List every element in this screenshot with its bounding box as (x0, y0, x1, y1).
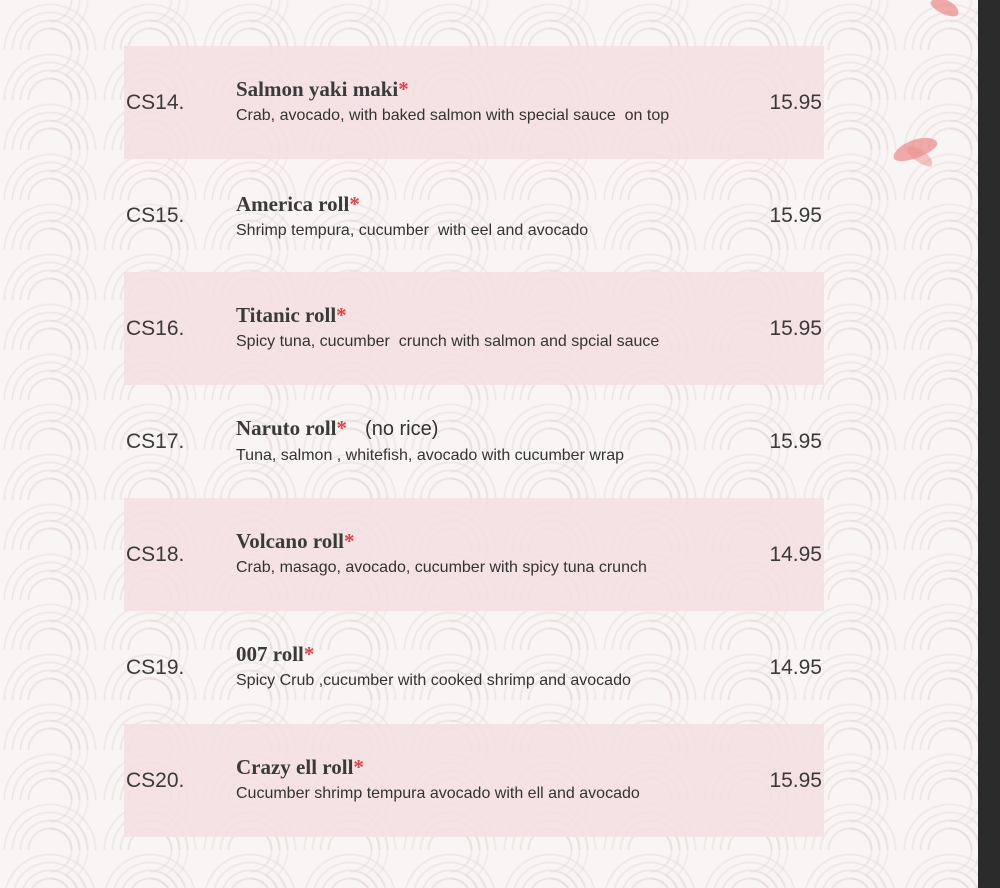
item-description: Crab, masago, avocado, cucumber with spicy tuna crunch (236, 559, 647, 576)
item-name: Crazy ell roll (236, 755, 354, 779)
item-content (236, 415, 756, 467)
item-price: 14.95 (769, 655, 822, 679)
item-code: CS17. (126, 429, 185, 453)
item-code: CS16. (126, 316, 185, 340)
item-description: Cucumber shrimp tempura avocado with ell and avocado (236, 785, 640, 802)
item-title (236, 754, 756, 781)
item-description: Spicy tuna, cucumber crunch with salmon and spcial sauce (236, 333, 660, 350)
item-code: CS15. (126, 203, 185, 227)
window-edge-bar (978, 0, 1000, 888)
item-name: America roll (236, 192, 350, 216)
petal-decoration (928, 0, 961, 20)
item-description: Shrimp tempura, cucumber with eel and avocado (236, 222, 589, 239)
item-price: 15.95 (769, 429, 822, 453)
item-description: Tuna, salmon , whitefish, avocado with cucumber wrap (236, 447, 625, 464)
spicy-marker: * (349, 192, 360, 216)
item-price: 14.95 (769, 542, 822, 566)
item-code: CS18. (126, 542, 185, 566)
spicy-marker: * (336, 303, 347, 327)
item-title (236, 191, 756, 218)
spicy-marker: * (336, 416, 348, 440)
item-content (236, 641, 756, 692)
spicy-marker: * (398, 77, 409, 101)
item-content (236, 528, 756, 579)
menu-item-cs14 (124, 46, 824, 159)
item-name: Naruto roll (236, 416, 337, 440)
menu-list (124, 46, 824, 837)
item-code: CS20. (126, 768, 185, 792)
menu-item-cs18 (124, 498, 824, 611)
menu-item-cs15 (124, 159, 824, 272)
item-price: 15.95 (769, 316, 822, 340)
item-price: 15.95 (769, 768, 822, 792)
item-name: Salmon yaki maki (236, 77, 399, 101)
item-title (236, 76, 756, 103)
item-description: Crab, avocado, with baked salmon with special sauce on top (236, 107, 670, 124)
item-title (236, 528, 756, 555)
item-name: Titanic roll (236, 303, 337, 327)
item-name: 007 roll (236, 642, 304, 666)
item-description: Spicy Crub ,cucumber with cooked shrimp and avocado (236, 672, 631, 689)
item-title (236, 302, 756, 329)
item-price: 15.95 (769, 90, 822, 114)
menu-item-cs20 (124, 724, 824, 837)
item-title (236, 641, 756, 668)
menu-item-cs16 (124, 272, 824, 385)
item-content (236, 76, 756, 127)
item-note: (no rice) (365, 418, 439, 440)
menu-item-cs19 (124, 611, 824, 724)
item-code: CS14. (126, 90, 185, 114)
menu-item-cs17 (124, 385, 824, 498)
spicy-marker: * (343, 529, 355, 553)
spicy-marker: * (303, 642, 315, 666)
item-name: Volcano roll (236, 529, 344, 553)
item-content (236, 754, 756, 805)
item-title (236, 415, 756, 443)
spicy-marker: * (353, 755, 364, 779)
item-price: 15.95 (769, 203, 822, 227)
item-code: CS19. (126, 655, 185, 679)
item-content (236, 191, 756, 242)
item-content (236, 302, 756, 353)
